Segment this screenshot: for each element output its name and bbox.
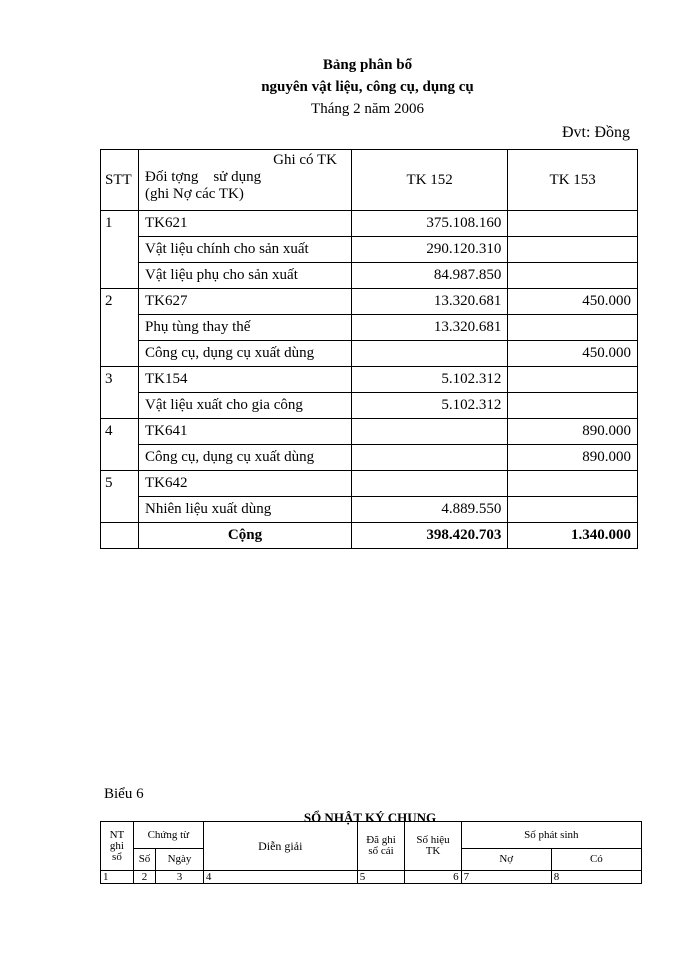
row-name: Vật liệu phụ cho sản xuất <box>139 263 352 289</box>
row-stt <box>101 237 139 263</box>
row-stt <box>101 315 139 341</box>
header-voucher-date: Ngày <box>156 849 204 871</box>
journal-index-row <box>101 871 642 884</box>
row-name: TK641 <box>139 419 352 445</box>
index-cell: 8 <box>551 871 641 884</box>
table-row <box>101 393 638 419</box>
total-tk153: 1.340.000 <box>508 523 638 549</box>
row-stt <box>101 445 139 471</box>
header-object-label: Đối tợng sử dụng <box>145 169 262 185</box>
header-posted-line2: sổ cái <box>368 845 394 857</box>
header-entry-date-line1: NT <box>109 828 125 841</box>
table-row <box>101 367 638 393</box>
row-stt <box>101 393 139 419</box>
row-tk153 <box>508 211 638 237</box>
table-header-row <box>101 150 638 211</box>
total-tk152: 398.420.703 <box>352 523 508 549</box>
row-tk152: 5.102.312 <box>352 393 508 419</box>
total-stt <box>101 523 139 549</box>
header-posted <box>357 822 405 871</box>
row-tk153 <box>508 497 638 523</box>
row-stt <box>101 497 139 523</box>
currency-unit: Đvt: Đồng <box>562 124 630 141</box>
index-cell: 3 <box>156 871 204 884</box>
row-name: TK621 <box>139 211 352 237</box>
table-row <box>101 497 638 523</box>
row-name: Nhiên liệu xuất dùng <box>139 497 352 523</box>
row-tk152: 290.120.310 <box>352 237 508 263</box>
index-cell: 1 <box>101 871 134 884</box>
row-tk152 <box>352 471 508 497</box>
header-account-no <box>405 822 461 871</box>
row-tk153: 890.000 <box>508 445 638 471</box>
header-stt: STT <box>101 150 139 211</box>
row-tk153: 450.000 <box>508 289 638 315</box>
row-tk153 <box>508 237 638 263</box>
row-tk152: 13.320.681 <box>352 315 508 341</box>
header-posted-line1: Đã ghi <box>366 834 396 846</box>
row-name: TK642 <box>139 471 352 497</box>
row-tk153 <box>508 393 638 419</box>
figure-label: Biểu 6 <box>104 786 144 802</box>
index-cell: 2 <box>133 871 155 884</box>
document-period: Tháng 2 năm 2006 <box>311 101 424 117</box>
index-cell: 5 <box>357 871 405 884</box>
row-tk153 <box>508 367 638 393</box>
row-name: Công cụ, dụng cụ xuất dùng <box>139 445 352 471</box>
table-row <box>101 471 638 497</box>
header-object-cell <box>139 150 352 211</box>
row-stt: 4 <box>101 419 139 445</box>
journal-title: SỔ NHẬT KÝ CHUNG <box>303 810 437 825</box>
journal-header-row <box>101 822 642 849</box>
row-stt <box>101 263 139 289</box>
header-tk152: TK 152 <box>352 150 508 211</box>
table-row <box>101 263 638 289</box>
row-name: Vật liệu xuất cho gia công <box>139 393 352 419</box>
header-description: Diễn giải <box>203 822 357 871</box>
row-stt: 3 <box>101 367 139 393</box>
row-tk153 <box>508 263 638 289</box>
row-tk153 <box>508 315 638 341</box>
row-tk152: 375.108.160 <box>352 211 508 237</box>
row-tk153: 890.000 <box>508 419 638 445</box>
row-tk152: 84.987.850 <box>352 263 508 289</box>
header-credit-account: Ghi có TK <box>273 152 337 168</box>
table-row <box>101 445 638 471</box>
index-cell: 7 <box>461 871 551 884</box>
header-debit-label: (ghi Nợ các TK) <box>145 186 244 202</box>
row-name: TK154 <box>139 367 352 393</box>
row-tk152: 5.102.312 <box>352 367 508 393</box>
row-tk152 <box>352 341 508 367</box>
header-voucher-number: Số <box>133 849 155 871</box>
row-tk152 <box>352 445 508 471</box>
header-voucher: Chứng từ <box>133 822 203 849</box>
row-name: Công cụ, dụng cụ xuất dùng <box>139 341 352 367</box>
header-entry-date <box>101 822 134 871</box>
table-row <box>101 419 638 445</box>
header-debit: Nợ <box>461 849 551 871</box>
row-name: TK627 <box>139 289 352 315</box>
header-account-line2: TK <box>425 845 441 857</box>
row-name: Vật liệu chính cho sản xuất <box>139 237 352 263</box>
total-label: Cộng <box>139 523 352 549</box>
document-subtitle: nguyên vật liệu, công cụ, dụng cụ <box>261 79 474 95</box>
row-stt <box>101 341 139 367</box>
index-cell: 4 <box>203 871 357 884</box>
table-row <box>101 237 638 263</box>
table-row <box>101 211 638 237</box>
row-stt: 5 <box>101 471 139 497</box>
row-tk152: 4.889.550 <box>352 497 508 523</box>
total-row <box>101 523 638 549</box>
row-tk152 <box>352 419 508 445</box>
row-tk152: 13.320.681 <box>352 289 508 315</box>
header-account-line1: Số hiệu <box>416 834 450 846</box>
header-amount: Số phát sinh <box>461 822 641 849</box>
document-title: Bảng phân bổ <box>322 57 413 73</box>
header-credit: Có <box>551 849 641 871</box>
allocation-table <box>100 149 638 549</box>
row-tk153 <box>508 471 638 497</box>
row-tk153: 450.000 <box>508 341 638 367</box>
row-stt: 1 <box>101 211 139 237</box>
header-tk153: TK 153 <box>508 150 638 211</box>
row-stt: 2 <box>101 289 139 315</box>
header-entry-date-line3: sổ <box>112 850 122 863</box>
row-name: Phụ tùng thay thế <box>139 315 352 341</box>
index-cell: 6 <box>405 871 461 884</box>
header-entry-date-line2: ghi <box>109 839 124 852</box>
table-row <box>101 289 638 315</box>
general-journal-table <box>100 821 642 884</box>
table-row <box>101 341 638 367</box>
table-row <box>101 315 638 341</box>
